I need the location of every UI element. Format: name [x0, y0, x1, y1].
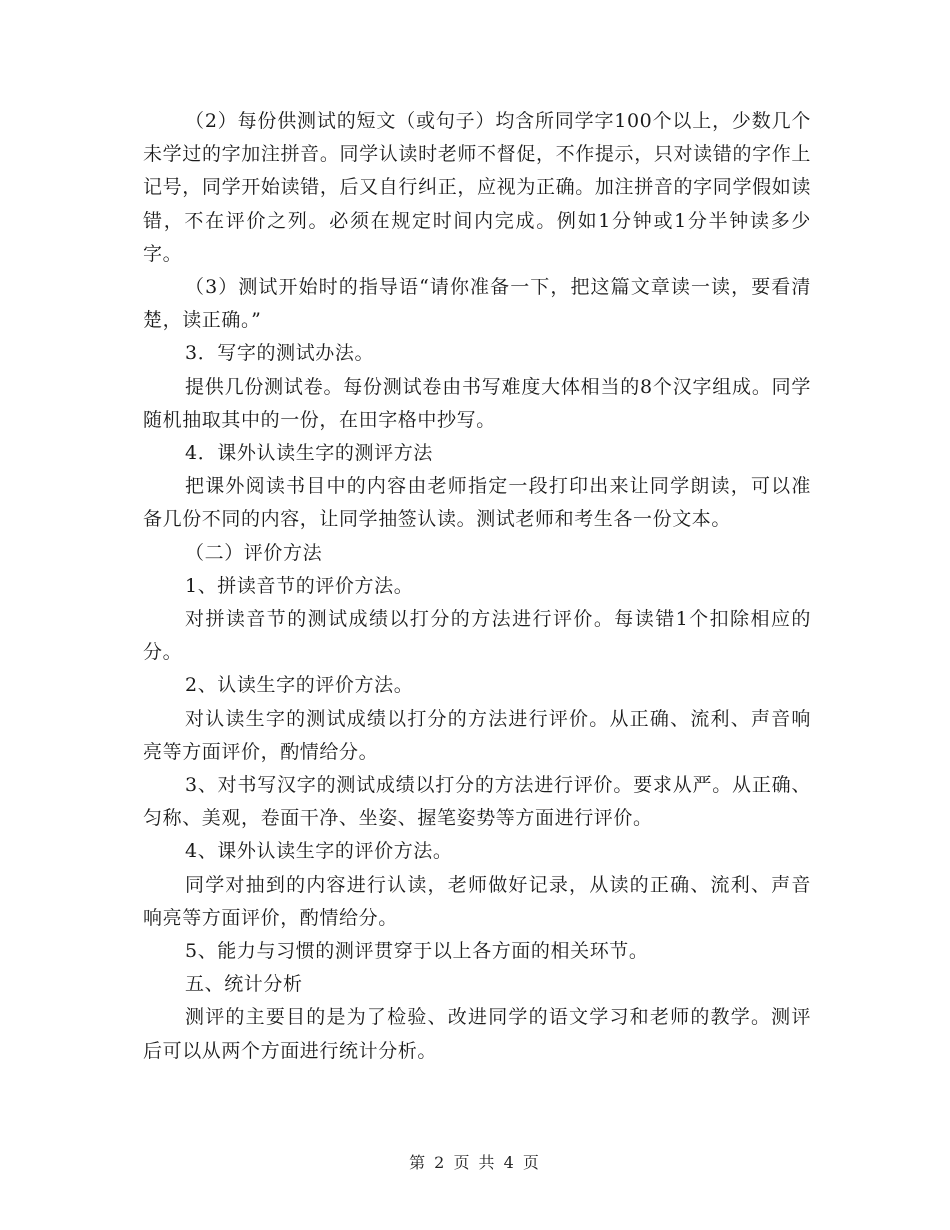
paragraph-10: 2、认读生字的评价方法。: [185, 674, 414, 697]
paragraph-3: 3．写字的测试办法。: [185, 342, 375, 365]
paragraph-8: 1、拼读音节的评价方法。: [185, 574, 414, 597]
paragraph-6: 把课外阅读书目中的内容由老师指定一段打印出来让同学朗读，可以准备几份不同的内容，让同学抽签认读。测试老师和考生各一份文本。: [143, 475, 811, 531]
paragraph-9: 对拼读音节的测试成绩以打分的方法进行评价。每读错1个扣除相应的分。: [143, 608, 811, 664]
paragraph-1: （2）每份供测试的短文（或句子）均含所同学字100个以上，少数几个未学过的字加注拼音。同学认读时老师不督促，不作提示，只对读错的字作上记号，同学开始读错，后又自行纠正，应视为正确。加注拼音的字同学假如读错，不在评价之列。必须在规定时间内完成。例如1分钟或1分半钟读多少字。: [143, 110, 811, 265]
page-number-footer: 第 2 页 共 4 页: [409, 1153, 541, 1172]
paragraph-13: 4、课外认读生字的评价方法。: [185, 840, 453, 863]
paragraph-7: （二）评价方法: [185, 541, 323, 564]
paragraph-15: 5、能力与习惯的测评贯穿于以上各方面的相关环节。: [185, 940, 649, 963]
paragraph-5: 4．课外认读生字的测评方法: [185, 442, 433, 465]
paragraph-12: 3、对书写汉字的测试成绩以打分的方法进行评价。要求从严。从正确、匀称、美观，卷面干净、坐姿、握笔姿势等方面进行评价。: [143, 774, 811, 830]
paragraph-16: 五、统计分析: [185, 973, 303, 996]
document-body: [143, 105, 811, 1068]
paragraph-11: 对认读生字的测试成绩以打分的方法进行评价。从正确、流利、声音响亮等方面评价，酌情给分。: [143, 707, 811, 763]
paragraph-2: （3）测试开始时的指导语“请你准备一下，把这篇文章读一读，要看清楚，读正确。”: [143, 276, 811, 332]
paragraph-4: 提供几份测试卷。每份测试卷由书写难度大体相当的8个汉字组成。同学随机抽取其中的一份，在田字格中抄写。: [143, 375, 811, 431]
paragraph-17: 测评的主要目的是为了检验、改进同学的语文学习和老师的教学。测评后可以从两个方面进行统计分析。: [143, 1006, 811, 1062]
paragraph-14: 同学对抽到的内容进行认读，老师做好记录，从读的正确、流利、声音响亮等方面评价，酌情给分。: [143, 873, 811, 929]
